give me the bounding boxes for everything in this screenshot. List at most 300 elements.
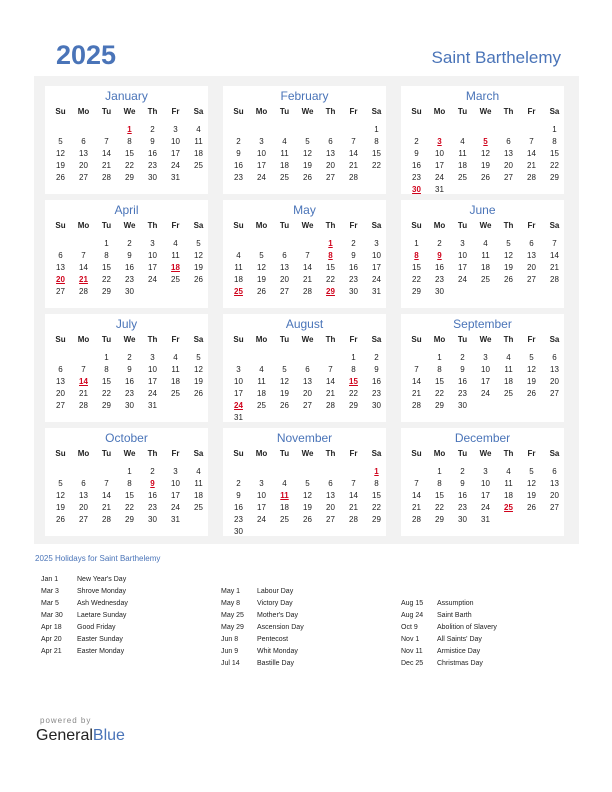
- day-cell: 24: [481, 389, 490, 398]
- day-cell: 29: [435, 515, 444, 524]
- weekday-header: Sa: [193, 221, 204, 230]
- weekday-header: Su: [55, 449, 66, 458]
- holiday-name: Bastille Day: [257, 660, 294, 667]
- day-cell: 28: [412, 515, 421, 524]
- day-cell: 30: [349, 287, 358, 296]
- day-cell: 4: [196, 467, 201, 476]
- day-cell: 14: [326, 377, 335, 386]
- generalblue-logo: [36, 727, 125, 745]
- day-cell: 13: [56, 263, 65, 272]
- day-cell: 11: [257, 377, 266, 386]
- day-cell: 16: [234, 161, 243, 170]
- day-cell: 27: [550, 389, 559, 398]
- day-cell: 16: [458, 377, 467, 386]
- day-cell: 11: [504, 365, 513, 374]
- day-cell: 5: [196, 239, 201, 248]
- day-cell: 30: [234, 527, 243, 536]
- day-cell: 25: [280, 173, 289, 182]
- day-cell: 22: [125, 503, 134, 512]
- day-cell: 16: [148, 149, 157, 158]
- day-cell: 31: [234, 413, 243, 422]
- weekday-header: Tu: [457, 449, 468, 458]
- holiday-day: 9: [150, 479, 155, 488]
- day-cell: 4: [483, 239, 488, 248]
- day-cell: 11: [504, 479, 513, 488]
- day-cell: 23: [372, 389, 381, 398]
- day-cell: 3: [460, 239, 465, 248]
- day-cell: 17: [481, 377, 490, 386]
- weekday-header: Fr: [171, 107, 180, 116]
- weekday-header: We: [301, 221, 314, 230]
- day-cell: 20: [326, 161, 335, 170]
- holiday-date: Aug 24: [401, 612, 424, 619]
- holiday-name: Ascension Day: [257, 624, 304, 631]
- day-cell: 1: [414, 239, 419, 248]
- day-cell: 16: [349, 263, 358, 272]
- day-cell: 12: [56, 491, 65, 500]
- day-cell: 23: [148, 161, 157, 170]
- day-cell: 26: [527, 389, 536, 398]
- day-cell: 26: [527, 503, 536, 512]
- month-name: September: [453, 317, 512, 331]
- month-september: [401, 314, 564, 422]
- weekday-header: Fr: [349, 449, 358, 458]
- logo-general: General: [36, 727, 93, 744]
- day-cell: 9: [460, 365, 465, 374]
- day-cell: 10: [257, 491, 266, 500]
- holiday-date: Mar 30: [41, 612, 63, 619]
- holiday-date: May 25: [221, 612, 244, 619]
- holiday-day: 30: [412, 185, 421, 194]
- day-cell: 20: [79, 161, 88, 170]
- day-cell: 12: [303, 491, 312, 500]
- holiday-name: Victory Day: [257, 600, 293, 607]
- day-cell: 7: [81, 251, 86, 260]
- day-cell: 2: [460, 467, 465, 476]
- day-cell: 25: [257, 401, 266, 410]
- day-cell: 9: [351, 251, 356, 260]
- day-cell: 3: [483, 467, 488, 476]
- day-cell: 15: [102, 377, 111, 386]
- day-cell: 8: [351, 365, 356, 374]
- day-cell: 27: [79, 173, 88, 182]
- day-cell: 29: [349, 401, 358, 410]
- day-cell: 29: [125, 515, 134, 524]
- day-cell: 16: [125, 377, 134, 386]
- weekday-header: Tu: [279, 335, 290, 344]
- day-cell: 20: [79, 503, 88, 512]
- day-cell: 23: [458, 389, 467, 398]
- holiday-name: Shrove Monday: [77, 588, 127, 595]
- weekday-header: Mo: [255, 335, 268, 344]
- weekday-header: Th: [503, 107, 514, 116]
- day-cell: 14: [412, 491, 421, 500]
- day-cell: 5: [196, 353, 201, 362]
- day-cell: 9: [374, 365, 379, 374]
- day-cell: 25: [171, 389, 180, 398]
- day-cell: 7: [81, 365, 86, 374]
- day-cell: 19: [527, 491, 536, 500]
- weekday-header: Mo: [433, 221, 446, 230]
- day-cell: 14: [527, 149, 536, 158]
- weekday-header: Su: [55, 221, 66, 230]
- day-cell: 16: [125, 263, 134, 272]
- day-cell: 27: [504, 173, 513, 182]
- day-cell: 30: [435, 287, 444, 296]
- day-cell: 12: [303, 149, 312, 158]
- weekday-header: Fr: [171, 449, 180, 458]
- day-cell: 4: [506, 467, 511, 476]
- holiday-date: May 8: [221, 600, 241, 607]
- day-cell: 18: [481, 263, 490, 272]
- day-cell: 4: [259, 365, 264, 374]
- day-cell: 7: [529, 137, 534, 146]
- day-cell: 2: [127, 239, 132, 248]
- weekday-header: We: [301, 449, 314, 458]
- weekday-header: We: [301, 107, 314, 116]
- weekday-header: Fr: [171, 335, 180, 344]
- day-cell: 2: [236, 479, 241, 488]
- day-cell: 23: [234, 515, 243, 524]
- day-cell: 27: [550, 503, 559, 512]
- day-cell: 19: [56, 503, 65, 512]
- weekday-header: Sa: [193, 335, 204, 344]
- weekday-header: We: [479, 449, 492, 458]
- day-cell: 15: [326, 263, 335, 272]
- day-cell: 28: [303, 287, 312, 296]
- holiday-name: Assumption: [437, 600, 474, 607]
- holiday-name: All Saints' Day: [437, 636, 482, 643]
- day-cell: 5: [506, 239, 511, 248]
- day-cell: 31: [372, 287, 381, 296]
- holiday-name: Pentecost: [257, 636, 289, 643]
- day-cell: 13: [550, 479, 559, 488]
- holiday-day: 14: [79, 377, 88, 386]
- weekday-header: Su: [55, 107, 66, 116]
- weekday-header: Fr: [527, 107, 536, 116]
- day-cell: 22: [102, 275, 111, 284]
- day-cell: 8: [127, 137, 132, 146]
- day-cell: 8: [127, 479, 132, 488]
- day-cell: 1: [104, 353, 109, 362]
- day-cell: 8: [552, 137, 557, 146]
- weekday-header: Sa: [371, 107, 382, 116]
- day-cell: 13: [550, 365, 559, 374]
- weekday-header: Tu: [101, 449, 112, 458]
- day-cell: 15: [550, 149, 559, 158]
- weekday-header: Tu: [457, 335, 468, 344]
- day-cell: 23: [435, 275, 444, 284]
- day-cell: 4: [173, 353, 178, 362]
- holiday-day: 21: [79, 275, 88, 284]
- weekday-header: Th: [147, 221, 158, 230]
- day-cell: 12: [280, 377, 289, 386]
- day-cell: 13: [79, 149, 88, 158]
- day-cell: 27: [79, 515, 88, 524]
- day-cell: 16: [458, 491, 467, 500]
- day-cell: 26: [257, 287, 266, 296]
- weekday-header: Mo: [77, 335, 90, 344]
- weekday-header: We: [301, 335, 314, 344]
- day-cell: 22: [349, 389, 358, 398]
- weekday-header: Tu: [101, 335, 112, 344]
- day-cell: 8: [374, 479, 379, 488]
- day-cell: 18: [194, 149, 203, 158]
- holiday-date: Dec 25: [401, 660, 424, 667]
- day-cell: 19: [257, 275, 266, 284]
- day-cell: 22: [412, 275, 421, 284]
- day-cell: 10: [481, 479, 490, 488]
- day-cell: 17: [257, 161, 266, 170]
- day-cell: 24: [257, 173, 266, 182]
- day-cell: 26: [280, 401, 289, 410]
- weekday-header: Tu: [101, 107, 112, 116]
- holiday-name: Good Friday: [77, 624, 116, 631]
- weekday-header: Sa: [549, 221, 560, 230]
- holiday-day: 24: [234, 401, 243, 410]
- day-cell: 19: [280, 389, 289, 398]
- day-cell: 7: [351, 479, 356, 488]
- day-cell: 24: [148, 389, 157, 398]
- day-cell: 19: [194, 263, 203, 272]
- day-cell: 9: [236, 491, 241, 500]
- day-cell: 9: [460, 479, 465, 488]
- holidays-title: 2025 Holidays for Saint Barthelemy: [35, 554, 161, 563]
- month-name: January: [105, 89, 148, 103]
- day-cell: 3: [173, 125, 178, 134]
- day-cell: 5: [529, 353, 534, 362]
- day-cell: 15: [125, 491, 134, 500]
- day-cell: 28: [349, 173, 358, 182]
- day-cell: 28: [79, 287, 88, 296]
- holiday-day: 1: [374, 467, 379, 476]
- day-cell: 29: [412, 287, 421, 296]
- day-cell: 3: [173, 467, 178, 476]
- day-cell: 10: [171, 479, 180, 488]
- day-cell: 23: [125, 389, 134, 398]
- month-name: November: [276, 431, 333, 445]
- day-cell: 6: [552, 353, 557, 362]
- day-cell: 29: [435, 401, 444, 410]
- day-cell: 4: [282, 479, 287, 488]
- weekday-header: Th: [503, 449, 514, 458]
- day-cell: 16: [412, 161, 421, 170]
- day-cell: 31: [435, 185, 444, 194]
- day-cell: 25: [481, 275, 490, 284]
- day-cell: 9: [127, 251, 132, 260]
- weekday-header: We: [479, 107, 492, 116]
- day-cell: 19: [303, 503, 312, 512]
- month-name: March: [465, 89, 500, 103]
- holiday-name: Easter Sunday: [77, 636, 123, 643]
- weekday-header: We: [123, 107, 136, 116]
- day-cell: 21: [349, 161, 358, 170]
- weekday-header: We: [123, 449, 136, 458]
- day-cell: 30: [148, 515, 157, 524]
- day-cell: 14: [550, 251, 559, 260]
- holiday-day: 1: [127, 125, 132, 134]
- day-cell: 21: [303, 275, 312, 284]
- day-cell: 25: [504, 389, 513, 398]
- day-cell: 1: [104, 239, 109, 248]
- day-cell: 3: [259, 137, 264, 146]
- holiday-name: Saint Barth: [437, 612, 472, 619]
- holiday-date: Aug 15: [401, 600, 424, 607]
- day-cell: 10: [481, 365, 490, 374]
- day-cell: 11: [171, 251, 180, 260]
- holiday-name: Labour Day: [257, 588, 294, 595]
- weekday-header: Tu: [279, 449, 290, 458]
- day-cell: 19: [56, 161, 65, 170]
- holiday-date: Jan 1: [41, 576, 59, 583]
- day-cell: 5: [58, 137, 63, 146]
- month-may: [223, 200, 386, 308]
- day-cell: 26: [194, 275, 203, 284]
- weekday-header: Sa: [371, 449, 382, 458]
- weekday-header: Mo: [433, 449, 446, 458]
- day-cell: 8: [437, 365, 442, 374]
- day-cell: 4: [460, 137, 465, 146]
- day-cell: 30: [125, 287, 134, 296]
- holiday-day: 11: [280, 491, 289, 500]
- weekday-header: Th: [147, 335, 158, 344]
- year-title: 2025: [56, 40, 117, 70]
- holiday-day: 8: [328, 251, 333, 260]
- holiday-date: Apr 20: [41, 636, 62, 643]
- day-cell: 14: [349, 149, 358, 158]
- day-cell: 13: [504, 149, 513, 158]
- weekday-header: Th: [325, 335, 336, 344]
- weekday-header: Sa: [549, 335, 560, 344]
- day-cell: 4: [173, 239, 178, 248]
- day-cell: 17: [171, 149, 180, 158]
- weekday-header: Su: [233, 221, 244, 230]
- day-cell: 8: [437, 479, 442, 488]
- day-cell: 17: [372, 263, 381, 272]
- weekday-header: Sa: [193, 107, 204, 116]
- day-cell: 13: [79, 491, 88, 500]
- day-cell: 18: [257, 389, 266, 398]
- day-cell: 11: [458, 149, 467, 158]
- day-cell: 23: [412, 173, 421, 182]
- day-cell: 27: [527, 275, 536, 284]
- day-cell: 28: [326, 401, 335, 410]
- day-cell: 10: [148, 365, 157, 374]
- day-cell: 13: [280, 263, 289, 272]
- day-cell: 1: [437, 467, 442, 476]
- day-cell: 13: [527, 251, 536, 260]
- day-cell: 6: [328, 137, 333, 146]
- day-cell: 9: [127, 365, 132, 374]
- day-cell: 22: [550, 161, 559, 170]
- day-cell: 14: [102, 491, 111, 500]
- month-march: [401, 86, 564, 194]
- day-cell: 13: [326, 491, 335, 500]
- day-cell: 22: [435, 503, 444, 512]
- month-october: [45, 428, 208, 536]
- day-cell: 3: [259, 479, 264, 488]
- day-cell: 23: [349, 275, 358, 284]
- holiday-day: 20: [56, 275, 65, 284]
- holiday-day: 25: [504, 503, 513, 512]
- day-cell: 30: [148, 173, 157, 182]
- day-cell: 14: [79, 263, 88, 272]
- day-cell: 9: [150, 137, 155, 146]
- day-cell: 28: [79, 401, 88, 410]
- day-cell: 11: [234, 263, 243, 272]
- holiday-name: Whit Monday: [257, 648, 298, 655]
- day-cell: 7: [104, 479, 109, 488]
- weekday-header: Su: [411, 221, 422, 230]
- day-cell: 6: [81, 137, 86, 146]
- day-cell: 3: [374, 239, 379, 248]
- weekday-header: We: [479, 221, 492, 230]
- day-cell: 21: [412, 503, 421, 512]
- day-cell: 6: [81, 479, 86, 488]
- weekday-header: Fr: [527, 335, 536, 344]
- holiday-date: Jun 8: [221, 636, 239, 643]
- day-cell: 25: [171, 275, 180, 284]
- day-cell: 11: [194, 479, 203, 488]
- holiday-day: 29: [326, 287, 335, 296]
- day-cell: 7: [328, 365, 333, 374]
- day-cell: 4: [196, 125, 201, 134]
- day-cell: 18: [234, 275, 243, 284]
- day-cell: 12: [481, 149, 490, 158]
- day-cell: 12: [527, 365, 536, 374]
- day-cell: 19: [504, 263, 513, 272]
- weekday-header: Tu: [457, 107, 468, 116]
- weekday-header: Mo: [433, 335, 446, 344]
- country-title: Saint Barthelemy: [431, 48, 561, 67]
- month-name: June: [469, 203, 496, 217]
- month-name: February: [280, 89, 329, 103]
- weekday-header: We: [479, 335, 492, 344]
- day-cell: 11: [481, 251, 490, 260]
- day-cell: 8: [374, 137, 379, 146]
- day-cell: 19: [527, 377, 536, 386]
- day-cell: 14: [412, 377, 421, 386]
- day-cell: 23: [148, 503, 157, 512]
- day-cell: 7: [305, 251, 310, 260]
- day-cell: 30: [372, 401, 381, 410]
- day-cell: 16: [148, 491, 157, 500]
- month-april: [45, 200, 208, 308]
- month-july: [45, 314, 208, 422]
- holiday-name: Christmas Day: [437, 660, 483, 667]
- holiday-date: Oct 9: [401, 624, 418, 631]
- holiday-name: Armistice Day: [437, 648, 481, 655]
- weekday-header: Fr: [349, 221, 358, 230]
- day-cell: 27: [56, 401, 65, 410]
- day-cell: 26: [303, 173, 312, 182]
- day-cell: 15: [435, 377, 444, 386]
- day-cell: 2: [414, 137, 419, 146]
- day-cell: 11: [171, 365, 180, 374]
- day-cell: 12: [194, 251, 203, 260]
- day-cell: 2: [236, 137, 241, 146]
- holiday-date: Jun 9: [221, 648, 239, 655]
- day-cell: 24: [481, 503, 490, 512]
- day-cell: 25: [458, 173, 467, 182]
- day-cell: 12: [527, 479, 536, 488]
- day-cell: 23: [125, 275, 134, 284]
- weekday-header: Sa: [371, 335, 382, 344]
- weekday-header: Mo: [433, 107, 446, 116]
- day-cell: 19: [481, 161, 490, 170]
- day-cell: 20: [326, 503, 335, 512]
- day-cell: 7: [351, 137, 356, 146]
